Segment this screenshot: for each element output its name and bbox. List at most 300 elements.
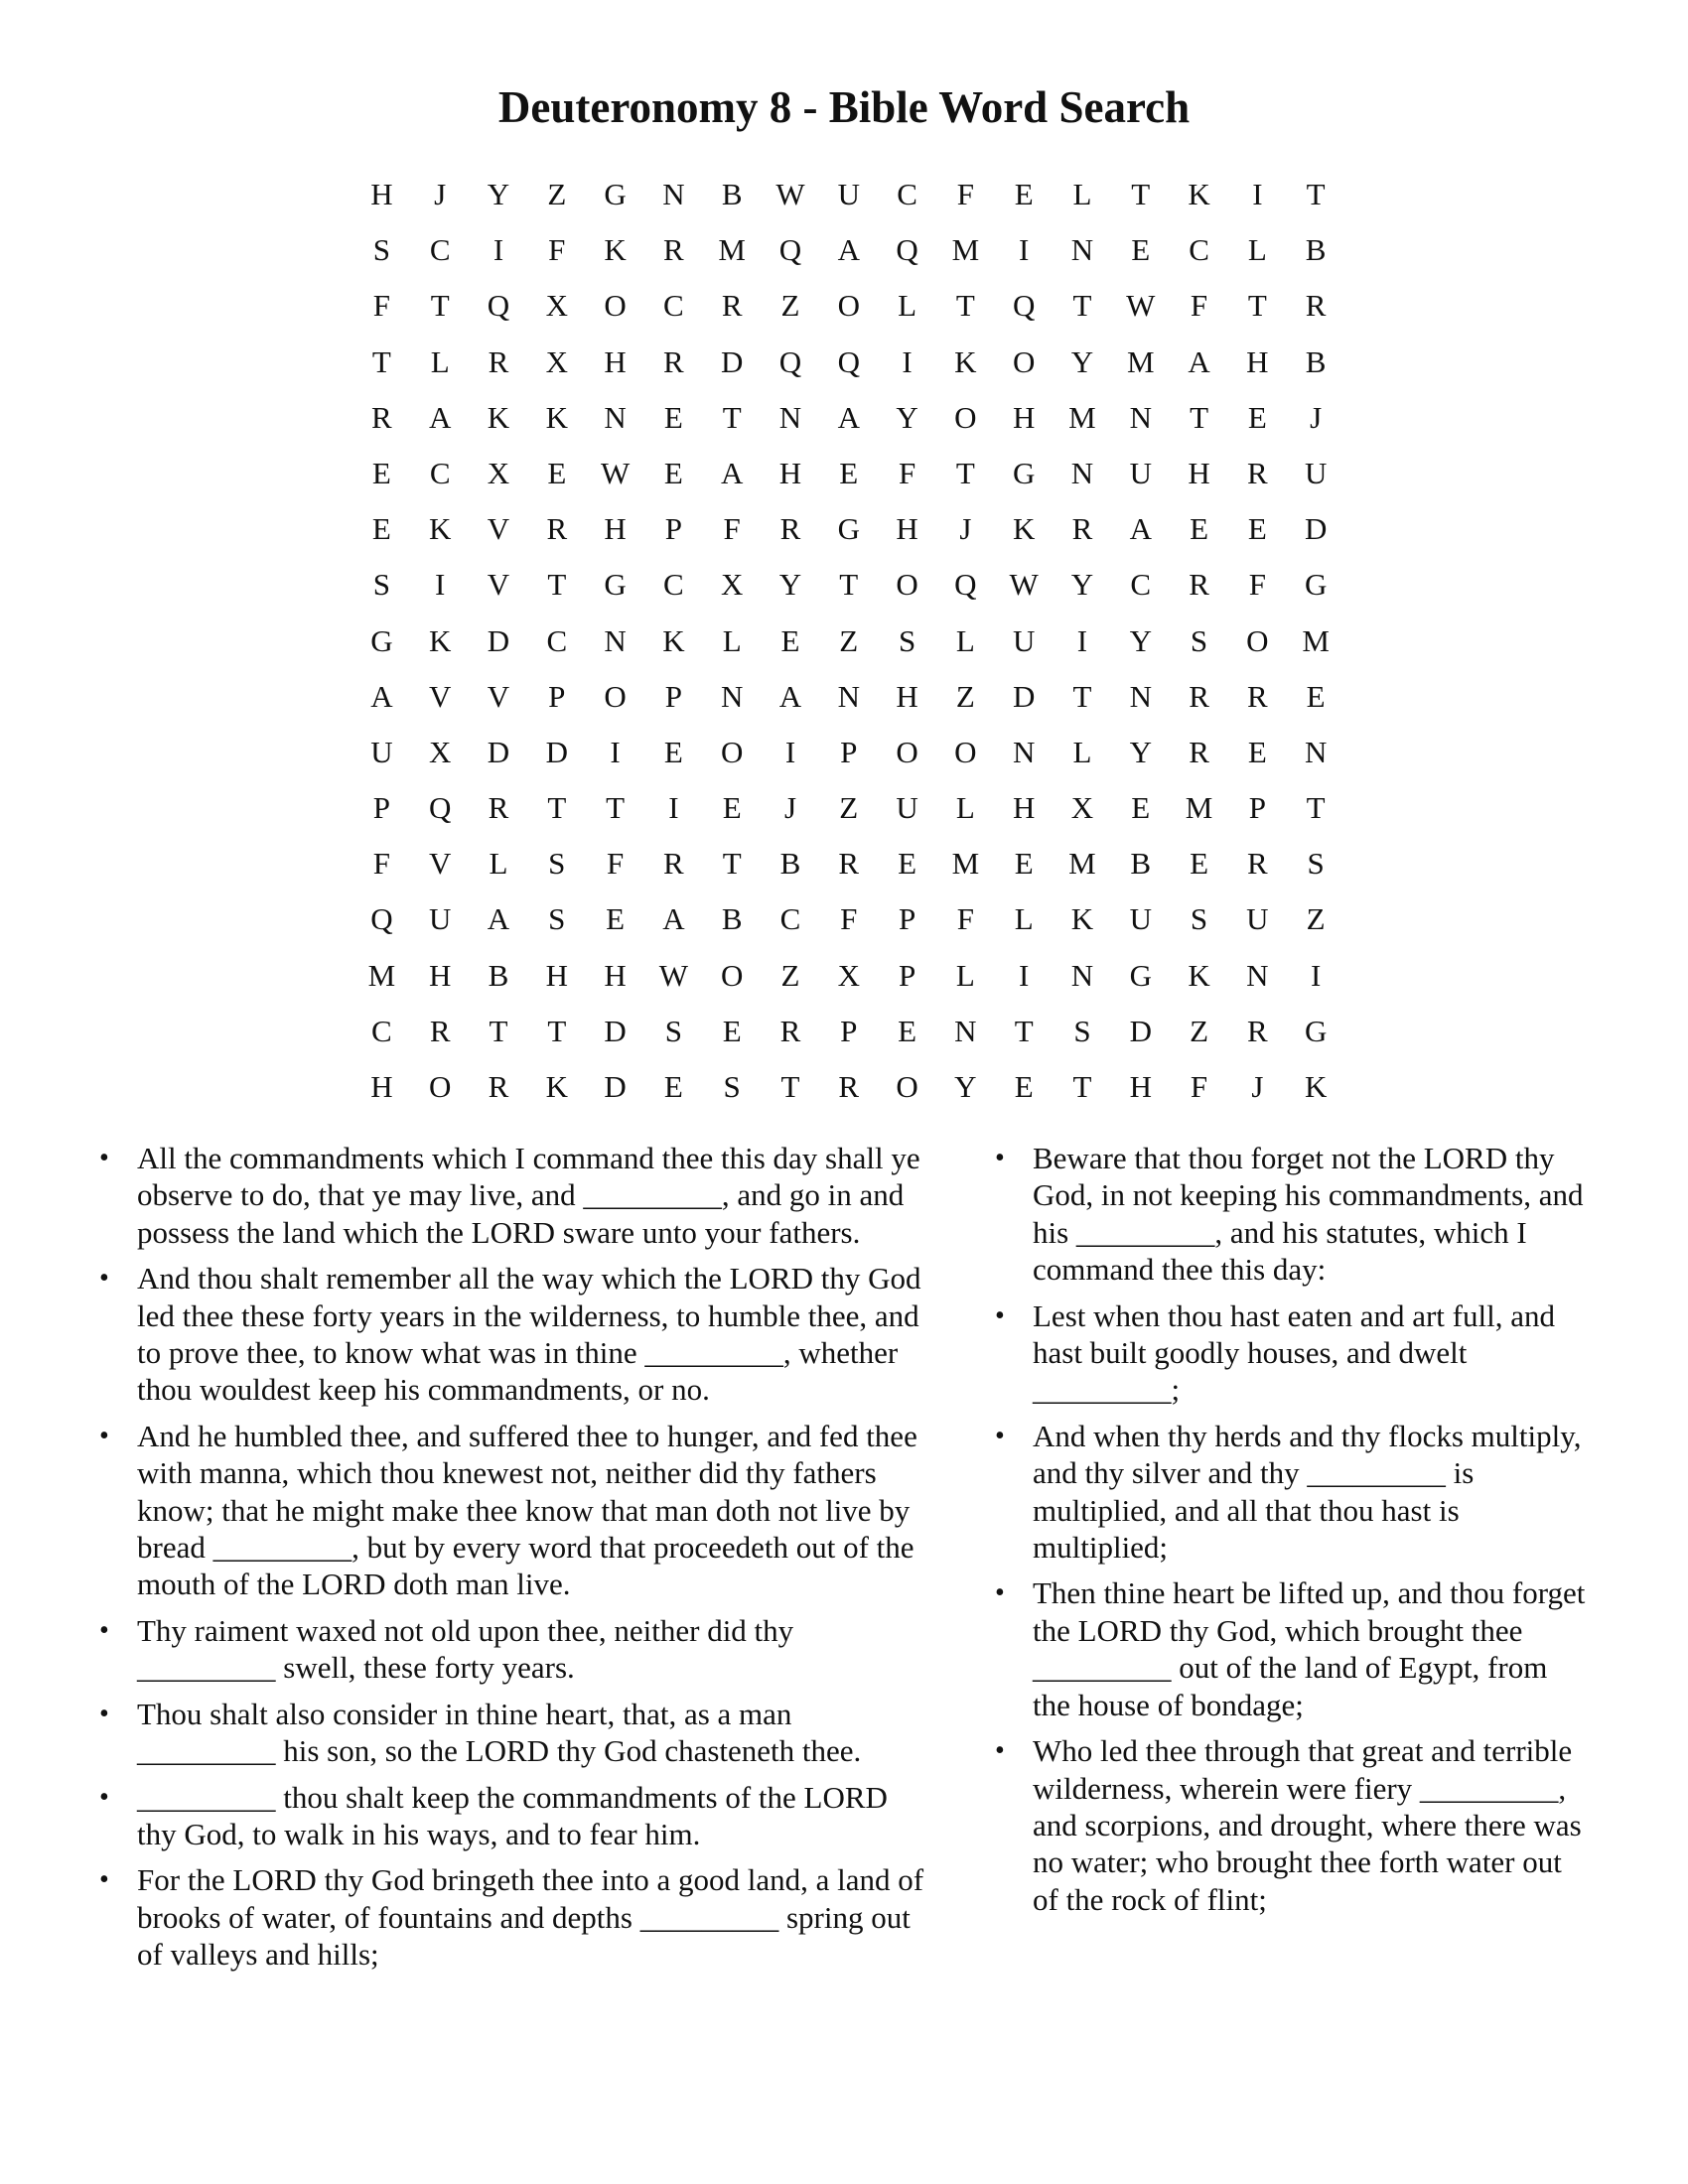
grid-cell: E xyxy=(1014,846,1034,882)
clue-item xyxy=(97,1779,931,1853)
grid-cell: F xyxy=(548,232,566,268)
grid-cell: E xyxy=(663,1069,683,1104)
clue-item xyxy=(993,1297,1589,1409)
grid-cell: E xyxy=(371,455,391,490)
grid-cell: R xyxy=(1189,734,1209,769)
grid-cell: D xyxy=(604,1013,627,1048)
bullet-icon: • xyxy=(995,1577,1005,1609)
clue-text: And thou shalt remember all the way which the LORD thy God led thee these forty years in the wilderness, to humble thee, and to prove thee, to know what was in thine _________, whether thou wouldest keep his commandments, or no. xyxy=(137,1261,921,1408)
grid-cell: T xyxy=(371,343,391,379)
grid-cell: E xyxy=(780,622,800,658)
grid-cell: Y xyxy=(1129,734,1152,769)
grid-cell: G xyxy=(370,622,393,658)
clue-text: _________ thou shalt keep the commandments of the LORD thy God, to walk in his ways, and to fear him. xyxy=(137,1779,888,1851)
grid-cell: Z xyxy=(1190,1013,1209,1048)
grid-cell: T xyxy=(780,1069,800,1104)
page-title: Deuteronomy 8 - Bible Word Search xyxy=(497,82,1191,132)
grid-cell: V xyxy=(487,567,510,603)
grid-cell: N xyxy=(1246,957,1269,993)
grid-cell: N xyxy=(778,399,802,435)
grid-cell: E xyxy=(1131,790,1151,826)
grid-cell: E xyxy=(722,790,742,826)
grid-cell: P xyxy=(898,901,916,937)
grid-cell: A xyxy=(720,455,744,490)
grid-cell: I xyxy=(492,232,504,268)
grid-cell: H xyxy=(896,678,918,714)
grid-cell: A xyxy=(1129,511,1152,547)
grid-cell: H xyxy=(370,177,393,211)
grid-cell: T xyxy=(722,846,742,882)
grid-cell: G xyxy=(1304,1013,1328,1048)
grid-cell: U xyxy=(1129,901,1152,937)
grid-cell: L xyxy=(955,957,975,993)
grid-cell: O xyxy=(720,734,744,769)
grid-cell: D xyxy=(1129,1013,1152,1048)
grid-cell: I xyxy=(1076,622,1088,658)
grid-cell: L xyxy=(1014,901,1034,937)
grid-cell: T xyxy=(955,288,975,324)
clue-text: And when thy herds and thy flocks multiply, and thy silver and thy _________ is multiplied, and all that thou hast is multiplied; xyxy=(1033,1418,1582,1566)
grid-cell: K xyxy=(545,1069,568,1104)
grid-cell: W xyxy=(775,177,805,211)
grid-cell: X xyxy=(487,455,510,490)
clue-text: All the commandments which I command thee this day shall ye observe to do, that ye may live, and _________, and go in and possess the land which the LORD sware unto your fathers. xyxy=(137,1141,920,1250)
grid-cell: N xyxy=(604,622,627,658)
grid-cell: Y xyxy=(1070,567,1094,603)
grid-cell: X xyxy=(429,734,452,769)
grid-cell: X xyxy=(837,957,860,993)
grid-cell: R xyxy=(663,232,684,268)
grid-cell: L xyxy=(1072,734,1092,769)
grid-cell: T xyxy=(1072,1069,1092,1104)
grid-cell: F xyxy=(606,846,625,882)
clue-item xyxy=(97,1612,931,1687)
grid-cell: A xyxy=(837,399,860,435)
grid-cell: I xyxy=(1019,957,1030,993)
grid-cell: H xyxy=(604,511,627,547)
grid-cell: O xyxy=(720,957,744,993)
bullet-icon: • xyxy=(995,1143,1005,1173)
grid-cell: R xyxy=(488,1069,509,1104)
grid-cell: E xyxy=(547,455,567,490)
grid-cell: Q xyxy=(487,288,510,324)
grid-cell: X xyxy=(720,567,744,603)
grid-cell: T xyxy=(606,790,626,826)
grid-cell: A xyxy=(370,678,393,714)
grid-cell: R xyxy=(1071,511,1093,547)
grid-cell: Y xyxy=(1070,343,1094,379)
bullet-icon: • xyxy=(99,1698,109,1729)
grid-cell: Z xyxy=(955,678,975,714)
grid-cell: Z xyxy=(780,957,800,993)
bullet-icon: • xyxy=(995,1299,1005,1331)
grid-cell: B xyxy=(721,901,743,937)
clue-text: Then thine heart be lifted up, and thou forget the LORD thy God, which brought thee _________ out of the land of Egypt, from the house of bondage; xyxy=(1033,1575,1586,1722)
grid-cell: R xyxy=(838,1069,860,1104)
grid-cell: R xyxy=(429,1013,451,1048)
grid-cell: U xyxy=(429,901,452,937)
grid-cell: O xyxy=(1246,622,1269,658)
grid-cell: T xyxy=(430,288,450,324)
grid-cell: T xyxy=(955,455,975,490)
grid-cell: F xyxy=(956,901,974,937)
grid-cell: U xyxy=(1304,455,1328,490)
grid-cell: R xyxy=(663,846,684,882)
grid-cell: H xyxy=(604,343,627,379)
grid-cell: Q xyxy=(778,343,802,379)
grid-cell: W xyxy=(658,957,689,993)
grid-cell: R xyxy=(1305,288,1327,324)
grid-cell: O xyxy=(604,288,627,324)
grid-cell: G xyxy=(1012,455,1036,490)
grid-cell: Q xyxy=(837,343,860,379)
grid-cell: A xyxy=(487,901,510,937)
grid-cell: C xyxy=(1130,567,1152,603)
grid-cell: T xyxy=(547,1013,567,1048)
clue-text: For the LORD thy God bringeth thee into a good land, a land of brooks of water, of fountains and depths _________ spring out of valleys and hills; xyxy=(137,1862,924,1973)
bullet-icon: • xyxy=(99,1864,109,1896)
grid-cell: D xyxy=(487,734,510,769)
clue-text: Thou shalt also consider in thine heart, that, as a man _________ his son, so the LORD thy God chasteneth thee. xyxy=(137,1696,862,1769)
grid-cell: I xyxy=(668,790,679,826)
grid-cell: T xyxy=(1131,177,1151,211)
grid-cell: D xyxy=(604,1069,627,1104)
grid-cell: M xyxy=(367,957,396,993)
grid-cell: Z xyxy=(1306,901,1326,937)
clue-item xyxy=(97,1418,931,1603)
grid-cell: Y xyxy=(896,399,918,435)
grid-cell: X xyxy=(545,288,568,324)
clue-item xyxy=(993,1732,1589,1918)
grid-cell: N xyxy=(604,399,627,435)
grid-cell: E xyxy=(1190,846,1209,882)
grid-cell: D xyxy=(1304,511,1328,547)
grid-cell: W xyxy=(600,455,631,490)
grid-cell: A xyxy=(778,678,802,714)
grid-cell: F xyxy=(1190,288,1208,324)
grid-cell: T xyxy=(839,567,859,603)
grid-cell: S xyxy=(548,846,566,882)
grid-cell: O xyxy=(896,734,918,769)
bullet-icon: • xyxy=(99,1781,109,1813)
bullet-icon: • xyxy=(995,1420,1005,1451)
grid-cell: P xyxy=(548,678,566,714)
grid-cell: G xyxy=(604,177,627,211)
bullet-icon: • xyxy=(99,1614,109,1646)
grid-cell: O xyxy=(604,678,627,714)
grid-cell: M xyxy=(1068,399,1096,435)
grid-cell: J xyxy=(1310,399,1323,435)
grid-cell: N xyxy=(1129,399,1152,435)
grid-cell: P xyxy=(840,1013,858,1048)
grid-cell: E xyxy=(663,734,683,769)
grid-cell: E xyxy=(371,511,391,547)
grid-cell: S xyxy=(1073,1013,1091,1048)
grid-cell: H xyxy=(1012,399,1036,435)
grid-cell: E xyxy=(1014,1069,1034,1104)
grid-cell: Q xyxy=(370,901,393,937)
grid-cell: J xyxy=(959,511,972,547)
clue-item xyxy=(97,1696,931,1770)
grid-cell: F xyxy=(723,511,741,547)
clue-text: Thy raiment waxed not old upon thee, neither did thy _________ swell, these forty years. xyxy=(137,1612,794,1686)
grid-cell: T xyxy=(1306,177,1326,211)
grid-cell: T xyxy=(1190,399,1209,435)
grid-cell: N xyxy=(1304,734,1328,769)
grid-cell: U xyxy=(1012,622,1036,658)
grid-cell: Q xyxy=(954,567,977,603)
clue-list-right xyxy=(993,1140,1589,1927)
grid-cell: D xyxy=(545,734,568,769)
grid-cell: U xyxy=(896,790,918,826)
grid-cell: R xyxy=(1247,455,1268,490)
clue-text: Who led thee through that great and terrible wilderness, wherein were fiery _________, and scorpions, and drought, where there was no water; who brought thee forth water out of the rock of flint; xyxy=(1033,1733,1582,1917)
grid-cell: R xyxy=(721,288,743,324)
grid-cell: O xyxy=(954,399,977,435)
grid-cell: T xyxy=(1306,790,1326,826)
grid-cell: T xyxy=(547,790,567,826)
grid-cell: R xyxy=(488,790,509,826)
bullet-icon: • xyxy=(99,1143,109,1173)
grid-cell: J xyxy=(1251,1069,1264,1104)
grid-cell: N xyxy=(1070,455,1094,490)
clue-item xyxy=(97,1140,931,1251)
grid-cell: K xyxy=(1188,177,1210,211)
grid-cell: K xyxy=(1070,901,1094,937)
grid-cell: P xyxy=(898,957,916,993)
grid-cell: G xyxy=(1304,567,1328,603)
grid-cell: L xyxy=(898,288,917,324)
grid-cell: G xyxy=(837,511,860,547)
grid-cell: C xyxy=(546,622,568,658)
grid-cell: A xyxy=(1188,343,1210,379)
grid-cell: U xyxy=(370,734,393,769)
grid-cell: S xyxy=(548,901,566,937)
grid-cell: R xyxy=(1247,846,1268,882)
word-search-grid xyxy=(352,167,1345,1115)
grid-cell: K xyxy=(1304,1069,1328,1104)
grid-cell: Q xyxy=(778,232,802,268)
grid-cell: B xyxy=(1305,343,1327,379)
grid-cell: J xyxy=(434,177,447,211)
grid-cell: B xyxy=(779,846,801,882)
grid-cell: M xyxy=(1068,846,1096,882)
grid-cell: T xyxy=(1014,1013,1034,1048)
grid-cell: I xyxy=(1019,232,1030,268)
grid-cell: H xyxy=(545,957,568,993)
grid-cell: D xyxy=(487,622,510,658)
grid-cell: Q xyxy=(429,790,452,826)
grid-cell: E xyxy=(1306,678,1326,714)
grid-cell: H xyxy=(604,957,627,993)
grid-cell: Z xyxy=(780,288,800,324)
grid-cell: X xyxy=(1070,790,1094,826)
grid-cell: R xyxy=(546,511,568,547)
grid-cell: G xyxy=(1129,957,1152,993)
grid-cell: L xyxy=(1072,177,1092,211)
grid-cell: R xyxy=(1189,567,1209,603)
grid-cell: M xyxy=(1185,790,1213,826)
clue-item xyxy=(993,1418,1589,1567)
grid-cell: K xyxy=(1012,511,1036,547)
grid-cell: E xyxy=(1247,511,1267,547)
grid-cell: M xyxy=(951,846,980,882)
grid-cell: E xyxy=(1247,734,1267,769)
grid-cell: O xyxy=(837,288,860,324)
grid-cell: N xyxy=(720,678,744,714)
grid-cell: S xyxy=(1190,901,1208,937)
grid-cell: V xyxy=(487,511,510,547)
grid-cell: H xyxy=(1188,455,1210,490)
grid-cell: C xyxy=(663,567,684,603)
grid-cell: K xyxy=(545,399,568,435)
grid-cell: C xyxy=(371,1013,392,1048)
grid-cell: O xyxy=(429,1069,452,1104)
grid-cell: S xyxy=(1307,846,1325,882)
grid-cell: I xyxy=(435,567,446,603)
grid-cell: E xyxy=(898,846,917,882)
grid-cell: L xyxy=(1247,232,1267,268)
clue-text: Lest when thou hast eaten and art full, and hast built goodly houses, and dwelt _________; xyxy=(1033,1297,1555,1408)
grid-cell: E xyxy=(1014,177,1034,211)
grid-cell: N xyxy=(1070,232,1094,268)
grid-cell: N xyxy=(954,1013,977,1048)
grid-cell: L xyxy=(722,622,742,658)
grid-cell: N xyxy=(1012,734,1036,769)
grid-cell: I xyxy=(1252,177,1263,211)
grid-cell: C xyxy=(429,232,451,268)
grid-cell: Y xyxy=(1129,622,1152,658)
grid-cell: O xyxy=(896,567,918,603)
grid-cell: E xyxy=(663,455,683,490)
grid-cell: L xyxy=(955,622,975,658)
grid-cell: N xyxy=(1070,957,1094,993)
grid-cell: M xyxy=(1302,622,1330,658)
grid-cell: M xyxy=(1126,343,1155,379)
grid-cell: T xyxy=(489,1013,508,1048)
grid-cell: F xyxy=(1190,1069,1208,1104)
grid-cell: V xyxy=(487,678,510,714)
grid-cell: V xyxy=(429,678,452,714)
grid-cell: F xyxy=(956,177,974,211)
clue-text: And he humbled thee, and suffered thee to hunger, and fed thee with manna, which thou knewest not, neither did thy fathers know; that he might make thee know that man doth not live by bread _________, but by every word that proceedeth out of the mouth of the LORD doth man live. xyxy=(137,1418,917,1602)
grid-cell: T xyxy=(722,399,742,435)
bullet-icon: • xyxy=(99,1263,109,1295)
clue-text: Beware that thou forget not the LORD thy God, in not keeping his commandments, and his _________, and his statutes, which I command thee this day: xyxy=(1033,1141,1584,1288)
bullet-icon: • xyxy=(995,1735,1005,1767)
grid-cell: F xyxy=(372,846,391,882)
grid-cell: Z xyxy=(839,622,859,658)
clue-item xyxy=(97,1861,931,1973)
grid-cell: R xyxy=(663,343,684,379)
grid-cell: Y xyxy=(954,1069,977,1104)
grid-cell: R xyxy=(1247,678,1268,714)
grid-cell: C xyxy=(429,455,451,490)
grid-cell: P xyxy=(1248,790,1266,826)
grid-cell: T xyxy=(1072,678,1092,714)
grid-cell: K xyxy=(429,511,452,547)
grid-cell: C xyxy=(779,901,801,937)
grid-cell: B xyxy=(721,177,743,211)
grid-cell: H xyxy=(778,455,802,490)
grid-cell: C xyxy=(1189,232,1209,268)
grid-cell: H xyxy=(429,957,452,993)
grid-cell: I xyxy=(902,343,913,379)
grid-cell: S xyxy=(372,567,391,603)
grid-cell: M xyxy=(951,232,980,268)
bullet-icon: • xyxy=(99,1420,109,1451)
clue-item xyxy=(97,1260,931,1409)
grid-cell: R xyxy=(1247,1013,1268,1048)
grid-cell: S xyxy=(372,232,391,268)
grid-cell: I xyxy=(610,734,621,769)
grid-cell: E xyxy=(1131,232,1151,268)
grid-cell: M xyxy=(718,232,746,268)
grid-cell: R xyxy=(779,511,801,547)
grid-cell: N xyxy=(662,177,685,211)
grid-cell: G xyxy=(604,567,627,603)
grid-cell: F xyxy=(1248,567,1266,603)
grid-cell: H xyxy=(1246,343,1269,379)
grid-cell: R xyxy=(1189,678,1209,714)
grid-cell: W xyxy=(1009,567,1039,603)
grid-cell: S xyxy=(723,1069,741,1104)
grid-cell: B xyxy=(1305,232,1327,268)
grid-cell: T xyxy=(547,567,567,603)
grid-cell: F xyxy=(840,901,858,937)
grid-cell: T xyxy=(1072,288,1092,324)
grid-cell: H xyxy=(1129,1069,1152,1104)
grid-cell: K xyxy=(604,232,627,268)
clue-list-left xyxy=(97,1140,931,1982)
grid-cell: N xyxy=(1129,678,1152,714)
grid-cell: E xyxy=(839,455,859,490)
grid-cell: A xyxy=(837,232,860,268)
grid-cell: Y xyxy=(487,177,510,211)
grid-cell: J xyxy=(783,790,797,826)
grid-cell: Z xyxy=(547,177,567,211)
grid-cell: P xyxy=(664,511,682,547)
grid-cell: P xyxy=(840,734,858,769)
grid-cell: E xyxy=(1247,399,1267,435)
grid-cell: P xyxy=(664,678,682,714)
grid-cell: H xyxy=(896,511,918,547)
grid-cell: W xyxy=(1126,288,1156,324)
grid-cell: E xyxy=(606,901,626,937)
grid-cell: T xyxy=(1247,288,1267,324)
grid-cell: S xyxy=(898,622,916,658)
grid-cell: E xyxy=(663,399,683,435)
clue-item xyxy=(993,1140,1589,1289)
grid-cell: O xyxy=(896,1069,918,1104)
grid-cell: O xyxy=(1012,343,1036,379)
grid-cell: R xyxy=(838,846,860,882)
grid-cell: I xyxy=(1310,957,1322,993)
grid-cell: D xyxy=(720,343,744,379)
grid-cell: R xyxy=(488,343,509,379)
grid-cell: L xyxy=(489,846,508,882)
grid-cell: D xyxy=(1012,678,1036,714)
grid-cell: B xyxy=(488,957,509,993)
grid-cell: Z xyxy=(839,790,859,826)
grid-cell: E xyxy=(898,1013,917,1048)
grid-cell: H xyxy=(370,1069,393,1104)
grid-cell: B xyxy=(1130,846,1152,882)
grid-cell: S xyxy=(664,1013,682,1048)
grid-cell: N xyxy=(837,678,860,714)
grid-cell: R xyxy=(779,1013,801,1048)
grid-cell: K xyxy=(429,622,452,658)
